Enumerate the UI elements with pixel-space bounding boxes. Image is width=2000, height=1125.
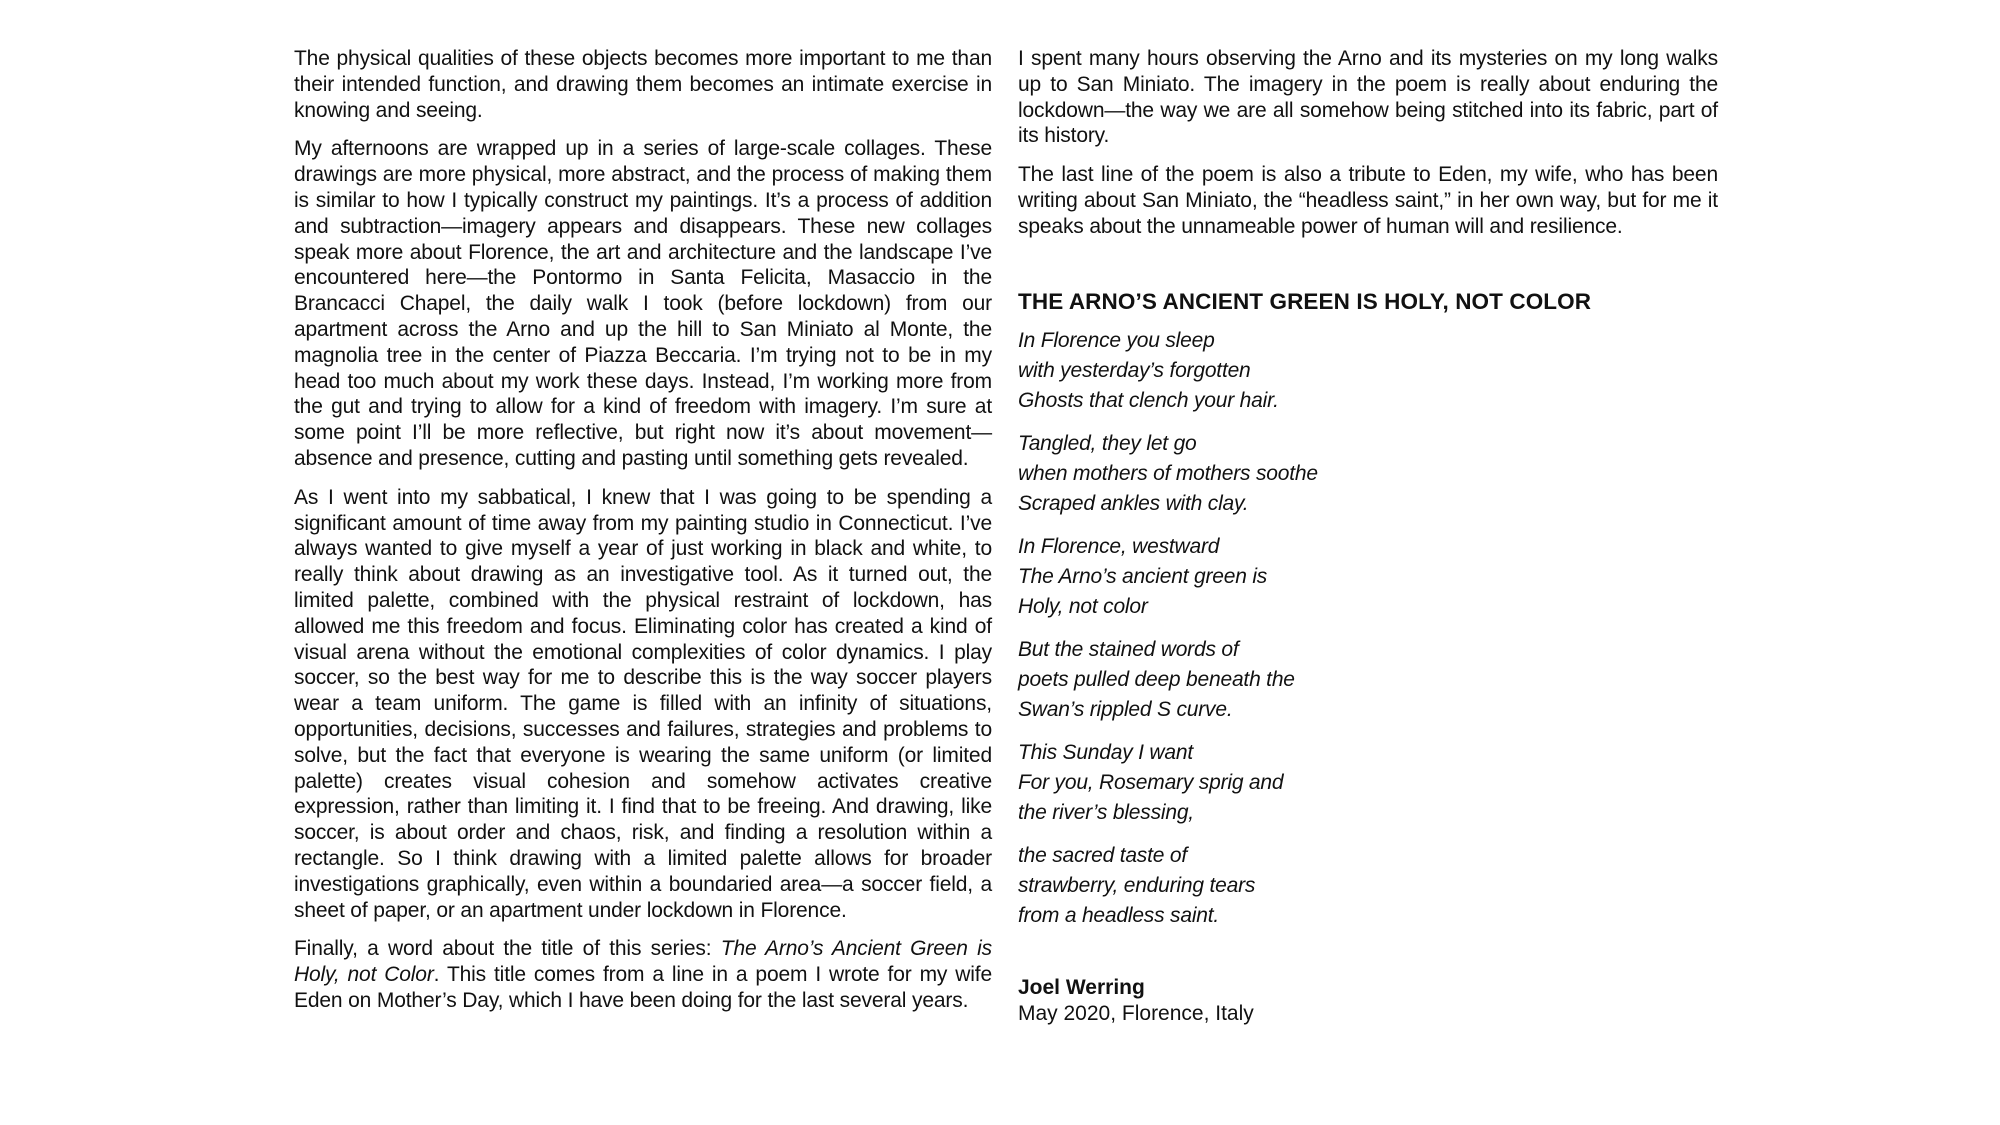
right-column	[1018, 46, 1718, 1027]
paragraph-sabbatical: As I went into my sabbatical, I knew that I was going to be spending a significant amount of time away from my painting studio in Connecticut. I’ve always wanted to give myself a year of just working in black and white, to really think about drawing as an investigative tool. As it turned out, the limited palette, combined with the physical restraint of lockdown, has allowed me this freedom and focus. Eliminating color has created a kind of visual arena without the emotional complexities of color dynamics. I play soccer, so the best way for me to describe this is the way soccer players wear a team uniform. The game is filled with an infinity of situations, opportunities, decisions, successes and failures, strategies and problems to solve, but the fact that everyone is wearing the same uniform (or limited palette) creates visual cohesion and somehow activates creative expression, rather than limiting it. I find that to be freeing. And drawing, like soccer, is about order and chaos, risk, and finding a resolution within a rectangle. So I think drawing with a limited palette allows for broader investigations graphically, even within a boundaried area—a soccer field, a sheet of paper, or an apartment under lockdown in Florence.	[294, 485, 992, 922]
place-date: May 2020, Florence, Italy	[1018, 1001, 1254, 1025]
poem-line: But the stained words of	[1018, 637, 1239, 661]
poem-line: This Sunday I want	[1018, 740, 1193, 764]
poem-stanza	[1018, 429, 1718, 519]
left-column	[294, 46, 992, 1027]
poem-line: poets pulled deep beneath the	[1018, 667, 1295, 691]
signature-block	[1018, 975, 1718, 1027]
poem-line: Swan’s rippled S curve.	[1018, 697, 1233, 721]
poem-line: strawberry, enduring tears	[1018, 873, 1256, 897]
poem-line: with yesterday’s forgotten	[1018, 358, 1251, 382]
series-title-italic: The Arno’s Ancient Green is Holy, not Color	[294, 937, 992, 987]
poem-line: Ghosts that clench your hair.	[1018, 388, 1279, 412]
poem-stanza	[1018, 635, 1718, 725]
poem-line: For you, Rosemary sprig and	[1018, 770, 1284, 794]
poem-line: In Florence, westward	[1018, 534, 1220, 558]
poem-stanza	[1018, 841, 1718, 931]
poem-line: from a headless saint.	[1018, 903, 1220, 927]
author-name: Joel Werring	[1018, 975, 1145, 999]
poem-stanza	[1018, 326, 1718, 416]
poem-stanza	[1018, 532, 1718, 622]
paragraph-collages: My afternoons are wrapped up in a series of large-scale collages. These drawings are more physical, more abstract, and the process of making them is similar to how I typically construct my paintings. It’s a process of addition and subtraction—imagery appears and disappears. These new collages speak more about Florence, the art and architecture and the landscape I’ve encountered here—the Pontormo in Santa Felicita, Masaccio in the Brancacci Chapel, the daily walk I took (before lockdown) from our apartment across the Arno and up the hill to San Miniato al Monte, the magnolia tree in the center of Piazza Beccaria. I’m trying not to be in my head too much about my work these days. Instead, I’m working more from the gut and trying to allow for a kind of freedom with imagery. I’m sure at some point I’ll be more reflective, but right now it’s about movement—absence and presence, cutting and pasting until something gets revealed.	[294, 137, 992, 470]
poem-line: In Florence you sleep	[1018, 328, 1215, 352]
paragraph-objects: The physical qualities of these objects becomes more important to me than their intended function, and drawing them becomes an intimate exercise in knowing and seeing.	[294, 47, 992, 122]
poem-line: the river’s blessing,	[1018, 800, 1194, 824]
poem-line: when mothers of mothers soothe	[1018, 461, 1318, 485]
paragraph-arno-walks: I spent many hours observing the Arno and its mysteries on my long walks up to San Miniato. The imagery in the poem is really about enduring the lockdown—the way we are all somehow being stitched into its fabric, part of its history.	[1018, 47, 1718, 148]
paragraph-title-explanation	[294, 936, 992, 1013]
poem-stanza	[1018, 738, 1718, 828]
paragraph-title-rest: . This title comes from a line in a poem I wrote for my wife Eden on Mother’s Day, which I have been doing for the last several years.	[294, 963, 993, 1012]
poem-line: Holy, not color	[1018, 594, 1148, 618]
poem-line: Scraped ankles with clay.	[1018, 491, 1249, 515]
paragraph-title-lead: Finally, a word about the title of this series:	[294, 937, 721, 961]
paragraph-tribute: The last line of the poem is also a tribute to Eden, my wife, who has been writing about San Miniato, the “headless saint,” in her own way, but for me it speaks about the unnameable power of human will and resilience.	[1018, 163, 1718, 238]
poem-line: The Arno’s ancient green is	[1018, 564, 1268, 588]
poem-line: the sacred taste of	[1018, 843, 1187, 867]
poem-title: THE ARNO’S ANCIENT GREEN IS HOLY, NOT COLOR	[1018, 288, 1592, 314]
poem-line: Tangled, they let go	[1018, 431, 1197, 455]
poem	[1018, 326, 1718, 931]
